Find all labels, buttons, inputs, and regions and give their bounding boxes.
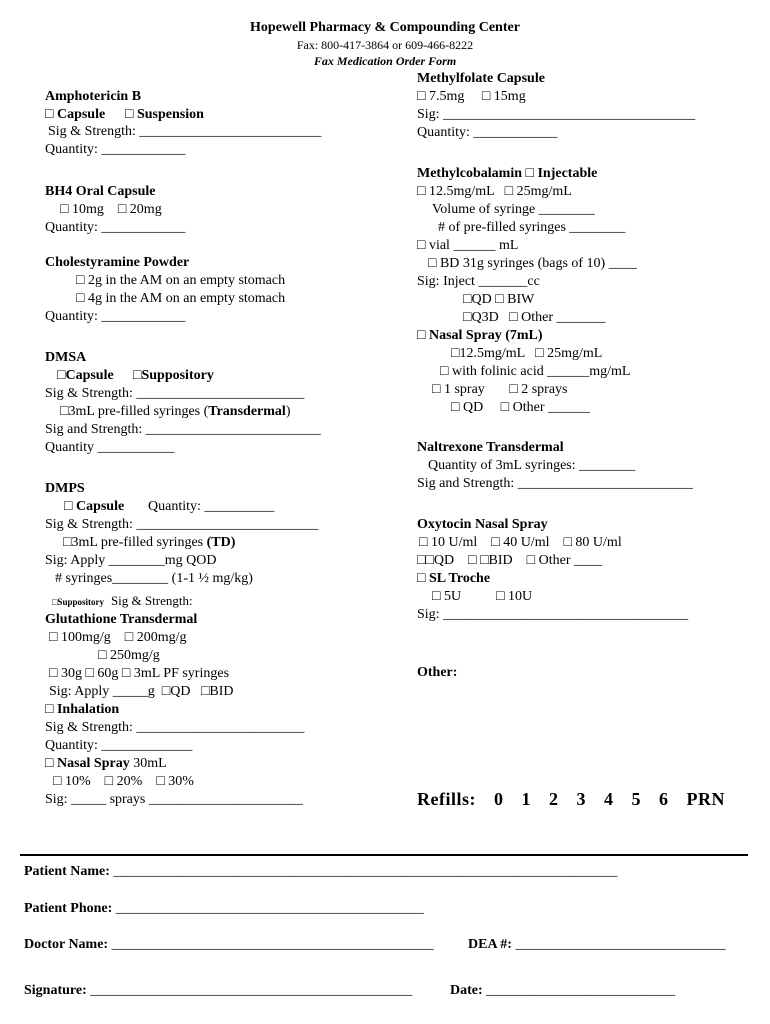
dmps-suppository-checkbox[interactable]: □Suppository <box>52 597 104 607</box>
patient-name-field[interactable]: ________________________________________________________________________ <box>113 864 618 879</box>
refills-option-prn[interactable]: PRN <box>686 789 725 809</box>
amphotericin-sig-field[interactable]: Sig & Strength: __________________________ <box>48 124 322 139</box>
methylcobalamin-volume-field[interactable]: Volume of syringe ________ <box>432 202 595 217</box>
amphotericin-title: Amphotericin B <box>45 89 142 104</box>
glutathione-size-options[interactable]: □ 30g □ 60g □ 3mL PF syringes <box>49 666 230 681</box>
glutathione-nasal-row <box>45 755 167 773</box>
dmsa-syringes-text: □3mL pre-filled syringes ( <box>60 404 209 419</box>
cholestyramine-4g-checkbox[interactable]: □ 4g in the AM on an empty stomach <box>76 291 286 306</box>
cholestyramine-quantity-field[interactable]: Quantity: ____________ <box>45 309 186 324</box>
glutathione-strength-options[interactable]: □ 100mg/g □ 200mg/g <box>49 630 187 645</box>
amphotericin-suspension-checkbox[interactable]: □ Suspension <box>125 107 204 122</box>
refills-label: Refills: <box>417 789 476 809</box>
date-label: Date: <box>450 983 483 998</box>
dmsa-syringes-close: ) <box>285 404 291 419</box>
methylfolate-options[interactable]: □ 7.5mg □ 15mg <box>417 89 526 104</box>
methylcobalamin-inject-sig-field[interactable]: Sig: Inject _______cc <box>417 274 540 289</box>
methylcobalamin-vial-checkbox[interactable]: □ vial ______ mL <box>417 238 519 253</box>
glutathione-nasal-percent-options[interactable]: □ 10% □ 20% □ 30% <box>53 774 194 789</box>
doctor-name-field[interactable]: ______________________________________________ <box>111 937 434 952</box>
patient-phone-label: Patient Phone: <box>24 901 113 916</box>
methylcobalamin-frequency-options[interactable]: □QD □ BIW <box>463 292 535 307</box>
dmps-suppository-row <box>52 592 193 611</box>
glutathione-title: Glutathione Transdermal <box>45 612 198 627</box>
dmps-syringes-checkbox[interactable] <box>63 534 235 552</box>
patient-name-label: Patient Name: <box>24 864 110 879</box>
methylcobalamin-nasal-frequency-options[interactable]: □ QD □ Other ______ <box>451 400 591 415</box>
signature-label: Signature: <box>24 983 87 998</box>
glutathione-inhalation-sig-field[interactable]: Sig & Strength: ________________________ <box>45 720 305 735</box>
signature-field[interactable]: ______________________________________________ <box>90 983 413 998</box>
signature-row <box>24 982 412 1000</box>
other-label: Other: <box>417 665 458 680</box>
fax-numbers: Fax: 800-417-3864 or 609-466-8222 <box>296 38 474 52</box>
oxytocin-sig-field[interactable]: Sig: ___________________________________ <box>417 607 689 622</box>
dea-label: DEA #: <box>468 937 512 952</box>
dea-row <box>468 936 725 954</box>
bh4-quantity-field[interactable]: Quantity: ____________ <box>45 220 186 235</box>
dmsa-syringes-checkbox[interactable] <box>60 403 290 421</box>
refills-option-6[interactable]: 6 <box>658 789 669 809</box>
patient-phone-row <box>24 900 424 918</box>
glutathione-nasal-checkbox[interactable]: □ Nasal Spray <box>45 756 130 771</box>
dmsa-sig-field[interactable]: Sig & Strength: ________________________ <box>45 386 305 401</box>
methylcobalamin-prefilled-field[interactable]: # of pre-filled syringes ________ <box>438 220 626 235</box>
naltrexone-title: Naltrexone Transdermal <box>417 440 564 455</box>
methylfolate-sig-field[interactable]: Sig: ____________________________________ <box>417 107 696 122</box>
oxytocin-title: Oxytocin Nasal Spray <box>417 517 548 532</box>
dmsa-suppository-checkbox[interactable]: □Suppository <box>133 368 214 383</box>
methylcobalamin-frequency-options-2[interactable]: □Q3D □ Other _______ <box>463 310 606 325</box>
dmps-capsule-quantity-field[interactable]: Quantity: __________ <box>148 499 275 514</box>
bh4-options[interactable]: □ 10mg □ 20mg <box>60 202 162 217</box>
form-subtitle: Fax Medication Order Form <box>313 54 457 68</box>
patient-phone-field[interactable]: ____________________________________________ <box>115 901 424 916</box>
methylcobalamin-bd-syringes-checkbox[interactable]: □ BD 31g syringes (bags of 10) ____ <box>428 256 637 271</box>
form-title: Hopewell Pharmacy & Compounding Center <box>250 20 520 35</box>
refills-row <box>417 790 738 808</box>
dmps-capsule-checkbox[interactable]: □ Capsule <box>64 499 125 514</box>
glutathione-apply-field[interactable]: Sig: Apply _____g □QD □BID <box>49 684 234 699</box>
methylcobalamin-nasal-checkbox[interactable]: □ Nasal Spray (7mL) <box>417 328 543 343</box>
dmsa-title: DMSA <box>45 350 87 365</box>
glutathione-250-checkbox[interactable]: □ 250mg/g <box>98 648 160 663</box>
cholestyramine-2g-checkbox[interactable]: □ 2g in the AM on an empty stomach <box>76 273 286 288</box>
naltrexone-quantity-field[interactable]: Quantity of 3mL syringes: ________ <box>428 458 636 473</box>
methylcobalamin-title: Methylcobalamin <box>417 166 522 181</box>
date-row <box>450 982 675 1000</box>
doctor-name-label: Doctor Name: <box>24 937 109 952</box>
dmps-suppository-sig-label[interactable]: Sig & Strength: <box>110 593 193 608</box>
date-field[interactable]: ___________________________ <box>486 983 676 998</box>
dmps-sig-field[interactable]: Sig & Strength: __________________________ <box>45 517 319 532</box>
dea-field[interactable]: ______________________________ <box>515 937 726 952</box>
dmsa-quantity-field[interactable]: Quantity ___________ <box>45 440 175 455</box>
naltrexone-sig-field[interactable]: Sig and Strength: _________________________ <box>417 476 693 491</box>
refills-option-2[interactable]: 2 <box>548 789 559 809</box>
refills-option-3[interactable]: 3 <box>576 789 586 809</box>
dmps-title: DMPS <box>45 481 85 496</box>
doctor-name-row <box>24 936 434 954</box>
dmsa-capsule-checkbox[interactable]: □Capsule <box>57 368 114 383</box>
methylfolate-title: Methylfolate Capsule <box>417 71 545 86</box>
amphotericin-capsule-checkbox[interactable]: □ Capsule <box>45 107 106 122</box>
dmsa-transdermal-text: Transdermal <box>208 404 286 419</box>
refills-option-0[interactable]: 0 <box>493 789 504 809</box>
methylcobalamin-nasal-strength-options[interactable]: □12.5mg/mL □ 25mg/mL <box>451 346 603 361</box>
oxytocin-troche-options[interactable]: □ 5U □ 10U <box>432 589 533 604</box>
bh4-title: BH4 Oral Capsule <box>45 184 156 199</box>
glutathione-inhalation-checkbox[interactable]: □ Inhalation <box>45 702 120 717</box>
glutathione-nasal-sig-field[interactable]: Sig: _____ sprays ______________________ <box>45 792 303 807</box>
cholestyramine-title: Cholestyramine Powder <box>45 255 190 270</box>
glutathione-inhalation-quantity-field[interactable]: Quantity: _____________ <box>45 738 193 753</box>
methylcobalamin-spray-options[interactable]: □ 1 spray □ 2 sprays <box>432 382 568 397</box>
dmsa-sig-strength-field[interactable]: Sig and Strength: _________________________ <box>45 422 321 437</box>
dmps-td-text: (TD) <box>206 535 236 550</box>
footer-divider <box>20 854 748 856</box>
glutathione-nasal-volume: 30mL <box>129 756 167 771</box>
refills-option-1[interactable]: 1 <box>521 789 531 809</box>
dmps-apply-field[interactable]: Sig: Apply ________mg QOD <box>45 553 217 568</box>
refills-option-5[interactable]: 5 <box>631 789 641 809</box>
methylcobalamin-injectable-checkbox[interactable]: □ Injectable <box>522 166 598 181</box>
amphotericin-quantity-field[interactable]: Quantity: ____________ <box>45 142 186 157</box>
oxytocin-strength-options[interactable]: □ 10 U/ml □ 40 U/ml □ 80 U/ml <box>419 535 622 550</box>
methylfolate-quantity-field[interactable]: Quantity: ____________ <box>417 125 558 140</box>
methylcobalamin-strength-options[interactable]: □ 12.5mg/mL □ 25mg/mL <box>417 184 572 199</box>
patient-name-row <box>24 863 617 881</box>
oxytocin-frequency-options[interactable]: □□QD □ □BID □ Other ____ <box>417 553 602 568</box>
methylcobalamin-folinic-checkbox[interactable]: □ with folinic acid ______mg/mL <box>440 364 631 379</box>
methylcobalamin-row <box>417 165 597 183</box>
refills-option-4[interactable]: 4 <box>603 789 614 809</box>
dmps-syringes-count-field[interactable]: # syringes________ (1-1 ½ mg/kg) <box>55 571 253 586</box>
oxytocin-sl-troche-checkbox[interactable]: □ SL Troche <box>417 571 491 586</box>
dmps-syringes-text: □3mL pre-filled syringes <box>63 535 207 550</box>
